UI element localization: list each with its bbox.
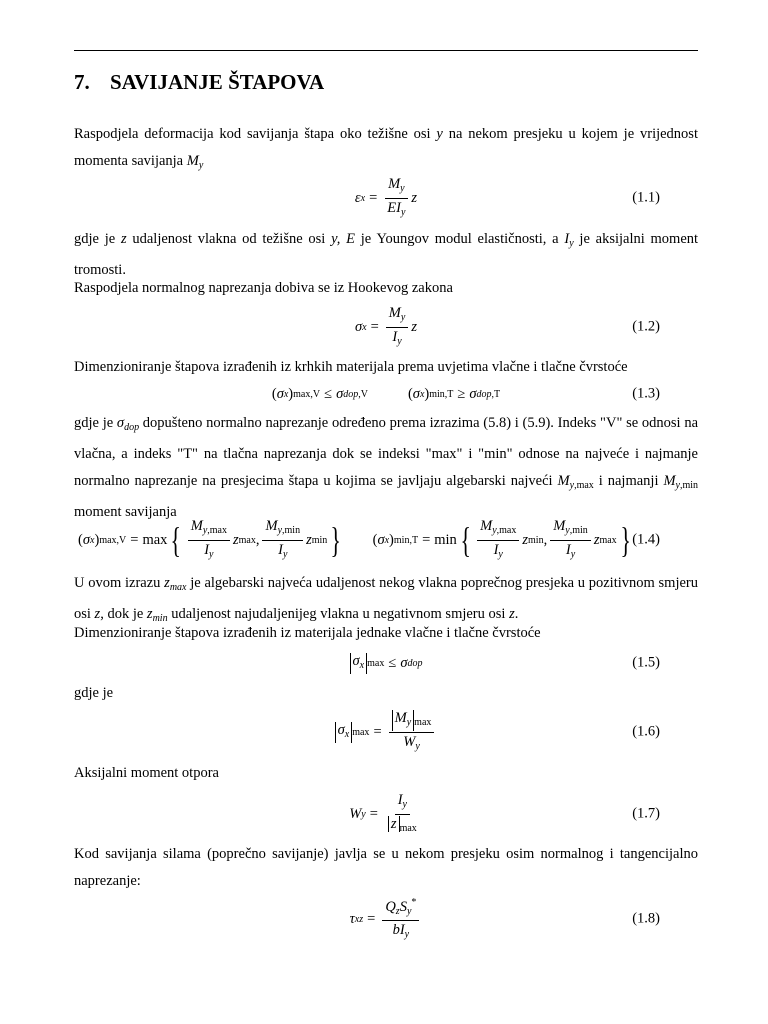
equation-number: (1.8): [632, 910, 660, 927]
paragraph-5: gdje je $\sigma_{dop}$ dopušteno normalno naprezanje određeno prema izrazima (5.8) i (5.9). Indeks "V" se odnosi na vlačna, a indeks "T" na tlačna naprezanja dok se indeksi "max" i "min" odnose na najveće i najmanje normalno naprezanje na presjecima štapa u kojima se javljaju algebarski najveći $M_{y,max}$ i najmanji $M_{y,min}$ moment savijanja: [74, 415, 699, 520]
equation-1-6: $\sigma_x$ max = $\frac{M_y _{max}}{W_y}$ (1.6): [74, 710, 698, 754]
equation-number: (1.7): [632, 805, 660, 822]
paragraph-6: U ovom izrazu $z_{max}$ je algebarski najveća udaljenost nekog vlakna poprečnog presjeka u pozitivnom smjeru osi z, dok je $z_{min}$ udaljenost najudaljenijeg vlakna u negativnom smjeru osi z.: [74, 575, 699, 624]
section-heading: [74, 70, 324, 95]
paragraph-2: gdje je z udaljenost vlakna od težišne osi y, E je Youngov modul elastičnosti, a $I_y$ je aksijalni moment tromosti.: [74, 231, 699, 278]
equation-number: (1.6): [632, 723, 660, 740]
paragraph-8: gdje je: [74, 685, 114, 701]
equation-1-8: τ xz = $\frac{Q_zS_y^*}{bI_y}$ (1.8): [349, 896, 660, 941]
paragraph-4: Dimenzioniranje štapova izrađenih iz krhkih materijala prema uvjetima vlačne i tlačne čvrstoće: [74, 359, 628, 375]
equation-1-2: σ x = $\frac{M_y}{I_y}$ z (1.2): [355, 304, 660, 347]
section-title: SAVIJANJE ŠTAPOVA: [110, 70, 325, 94]
paragraph-1: Raspodjela deformacija kod savijanja štapa oko težišne osi y na nekom presjeku u kojem je vrijednost momenta savijanja $M_y$: [74, 126, 698, 171]
paragraph-9: Aksijalni moment otpora: [74, 765, 219, 781]
equation-number: (1.3): [632, 385, 660, 402]
paragraph-10: Kod savijanja silama (poprečno savijanje) javlja se u nekom presjeku osim normalnog i tangencijalno naprezanje:: [74, 846, 698, 889]
equation-number: (1.1): [632, 189, 660, 206]
equation-number: (1.2): [632, 318, 660, 335]
header-rule: [74, 50, 698, 51]
equation-1-1: ε x = $\frac{M_y}{EI_y}$ z (1.1): [354, 175, 660, 218]
equation-1-7: W y = $\frac{I_y}{z _{max}}$ (1.7): [349, 791, 660, 834]
equation-number: (1.4): [632, 531, 660, 548]
equation-1-4: ( σ x ) max,V = max { $\frac{M_{y,max}}{I_y}$ z max , $\frac{M_{y,min}}{I_y}$ z min } ( σ x ) min,T = min { $\frac{M_{y,max}}{I_y}$ z min , $\frac{M_{y,min}}{I_y}$ z max } (1.4): [78, 517, 660, 560]
equation-1-5: $\sigma_x$ max ≤ σ dop (1.5): [74, 650, 698, 676]
equation-1-3: ( σ x ) max,V ≤ σ dop,V ( σ x ) min,T ≥ σ dop,T (1.3): [271, 385, 660, 402]
paragraph-7: Dimenzioniranje štapova izrađenih iz materijala jednake vlačne i tlačne čvrstoće: [74, 625, 541, 641]
document-page: [74, 0, 698, 1024]
section-number: 7.: [74, 70, 90, 94]
paragraph-3: Raspodjela normalnog naprezanja dobiva se iz Hookevog zakona: [74, 280, 453, 296]
equation-number: (1.5): [632, 654, 660, 671]
